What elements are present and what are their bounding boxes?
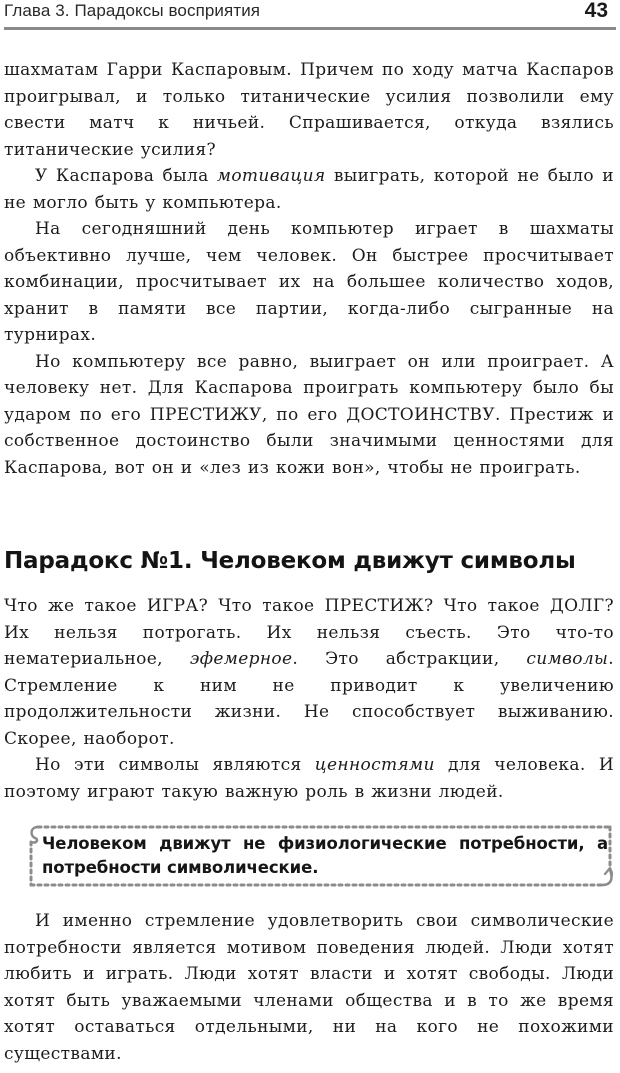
paragraph-text: выиграть, которой не было и не могло быть у компьютера.	[4, 166, 614, 213]
chapter-title: Глава 3. Парадоксы восприятия	[4, 1, 261, 20]
emphasis-text: ценностями	[314, 755, 435, 775]
paragraph	[4, 593, 614, 752]
running-header	[4, 0, 610, 26]
emphasis-text: мотивация	[216, 166, 326, 186]
paragraph-text: У Каспарова была	[35, 166, 217, 186]
paragraph-text: для человека. И поэтому играют такую важную роль в жизни людей.	[4, 755, 615, 802]
paragraph-text: Что же такое ИГРА? Что такое ПРЕСТИЖ? Что такое ДОЛГ? Их нельзя потрогать. Их нельзя съесть. Это что-то нематериальное,	[4, 596, 614, 669]
header-divider	[4, 27, 616, 30]
callout-text: Человеком движут не физиологические потребности, а потребности символические.	[42, 834, 608, 877]
paragraph-text: . Стремление к ним не приводит к увеличению продолжительности жизни. Не способствует выживанию. Скорее, наоборот.	[4, 649, 615, 749]
text-block-conclusion	[4, 908, 614, 1067]
paragraph: На сегодняшний день компьютер играет в шахматы объективно лучше, чем человек. Он быстрее просчитывает комбинации, просчитывает их на большее количество ходов, хранит в памяти все партии, когда-либо сыгранные на турнирах.	[4, 219, 614, 345]
paragraph: И именно стремление удовлетворить свои символические потребности является мотивом поведения людей. Люди хотят любить и играть. Люди хотят власти и хотят свободы. Люди хотят быть уважаемыми членами общества и в то же время хотят оставаться отдельными, ни на кого не похожими существами.	[4, 911, 614, 1064]
paragraph: Но компьютеру все равно, выиграет он или проиграет. А человеку нет. Для Каспарова проиграть компьютеру было бы ударом по его ПРЕСТИЖУ, по его ДОСТОИНСТВУ. Престиж и собственное достоинство были значимыми ценностями для Каспарова, вот он и «лез из кожи вон», чтобы не проиграть.	[4, 351, 614, 478]
emphasis-text: символы	[526, 649, 609, 669]
page-number: 43	[584, 0, 608, 22]
emphasis-text: эфемерное	[189, 649, 293, 669]
paragraph-text: Но эти символы являются	[35, 755, 315, 775]
key-point-callout	[28, 824, 613, 888]
text-block-paradox	[4, 593, 614, 805]
text-block-intro	[4, 57, 614, 481]
paragraph-text: . Это абстракции,	[292, 649, 527, 669]
paragraph	[4, 163, 614, 216]
paragraph: шахматам Гарри Каспаровым. Причем по ходу матча Каспаров проигрывал, и только титанические усилия позволили ему свести матч к ничьей. Спрашивается, откуда взялись титанические усилия?	[4, 60, 614, 160]
section-heading: Парадокс №1. Человеком движут символы	[4, 548, 576, 574]
paragraph	[4, 752, 614, 805]
